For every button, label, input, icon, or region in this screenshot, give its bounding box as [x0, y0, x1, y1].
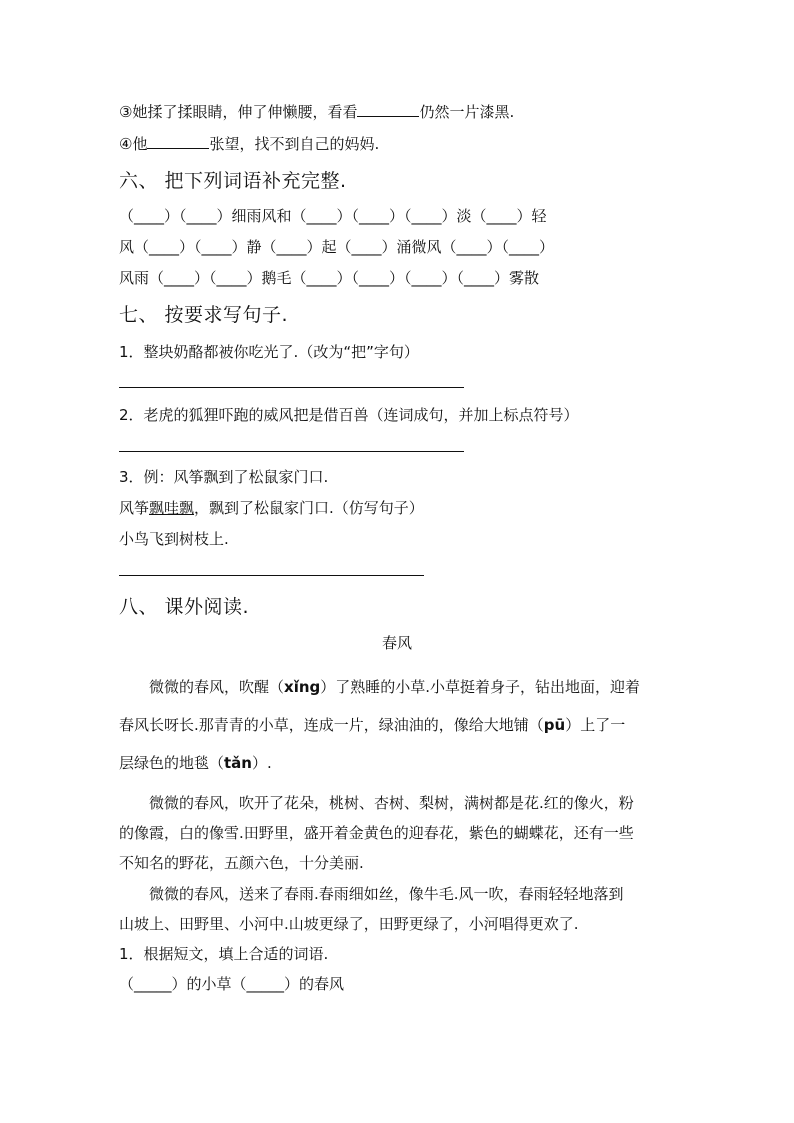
passage-paragraph-2 [119, 788, 679, 878]
p1-text-c: 春风长呀长.那青青的小草，连成一片，绿油油的，像给大地铺（ [119, 716, 544, 734]
question-7-2: 2．老虎的狐狸吓跑的威风把是借百兽（连词成句，并加上标点符号） [119, 406, 579, 424]
p1-text-a: 微微的春风，吹醒（ [149, 678, 285, 696]
answer-line[interactable] [119, 575, 424, 576]
section-7-heading: 七、 按要求写句子. [119, 304, 289, 326]
p2-line-3: 不知名的野花，五颜六色，十分美丽. [119, 854, 364, 872]
passage-paragraph-1 [119, 668, 679, 782]
section-8-heading: 八、 课外阅读. [119, 596, 250, 618]
model-sentence-start: 风筝 [119, 499, 150, 517]
question-5-4-text: ④他 [119, 135, 148, 153]
p1-text-f: ）. [252, 754, 272, 772]
answer-blank[interactable] [357, 102, 419, 117]
question-5-3-text: ③她揉了揉眼睛，伸了伸懒腰，看看 [119, 103, 358, 121]
question-5-3 [119, 102, 514, 122]
section-6-heading: 六、 把下列词语补充完整. [119, 170, 347, 192]
p1-text-b: ）了熟睡的小草.小草挺着身子，钻出地面，迎着 [320, 678, 641, 696]
question-7-3-example: 3．例：风筝飘到了松鼠家门口. [119, 468, 329, 486]
word-fill-row-3: 风雨（____）（____）鹅毛（____）（____）（____）（____）雾散 [119, 269, 540, 287]
passage-paragraph-3 [119, 879, 679, 939]
p2-line-2: 的像霞，白的像雪.田野里，盛开着金黄色的迎春花，紫色的蝴蝶花，还有一些 [119, 824, 634, 842]
word-fill-row-1: （____）（____）细雨风和（____）（____）（____）淡（____）轻 [119, 207, 547, 225]
answer-line[interactable] [119, 387, 464, 388]
answer-blank[interactable] [147, 134, 209, 149]
p2-line-1: 微微的春风，吹开了花朵，桃树、杏树、梨树，满树都是花.红的像火，粉 [149, 794, 634, 812]
p1-text-e: 层绿色的地毯（ [119, 754, 225, 772]
answer-line[interactable] [119, 451, 464, 452]
model-sentence-underlined: 飘哇飘 [149, 499, 195, 517]
word-fill-row-2: 风（____）（____）静（____）起（____）涌微风（____）（____） [119, 238, 555, 256]
reading-question-1: 1．根据短文，填上合适的词语. [119, 945, 329, 963]
question-7-3-task: 小鸟飞到树枝上. [119, 530, 229, 548]
p1-text-d: ）上了一 [565, 716, 626, 734]
pinyin-annotation: tǎn [224, 754, 252, 772]
question-5-3-tail: 仍然一片漆黑. [419, 103, 515, 121]
question-7-3-model [119, 498, 424, 518]
question-5-4-tail: 张望，找不到自己的妈妈. [209, 135, 380, 153]
question-7-1: 1．整块奶酪都被你吃光了.（改为“把”字句） [119, 343, 419, 361]
question-5-4 [119, 134, 379, 154]
pinyin-annotation: pū [543, 716, 566, 734]
p3-line-2: 山坡上、田野里、小河中.山坡更绿了，田野更绿了，小河唱得更欢了. [119, 915, 579, 933]
reading-question-1-blanks[interactable]: （_____）的小草（_____）的春风 [119, 975, 345, 993]
pinyin-annotation: xǐng [284, 678, 321, 696]
passage-title: 春风 [381, 634, 412, 652]
p3-line-1: 微微的春风，送来了春雨.春雨细如丝，像牛毛.风一吹，春雨轻轻地落到 [149, 885, 624, 903]
model-sentence-end: ，飘到了松鼠家门口.（仿写句子） [194, 499, 424, 517]
